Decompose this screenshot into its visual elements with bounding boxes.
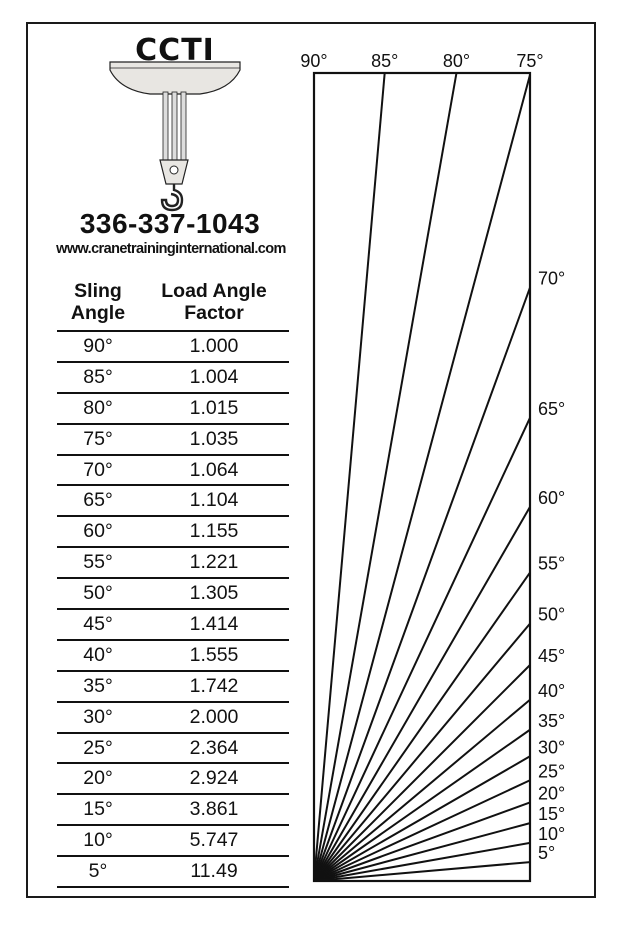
side-angle-label: 55°: [538, 553, 566, 574]
side-angle-label: 25°: [538, 761, 566, 782]
side-angle-label: 10°: [538, 823, 566, 844]
row-load-factor: 2.000: [189, 705, 239, 728]
row-sling-angle: 45°: [83, 612, 113, 635]
angle-ray-75: [314, 75, 530, 881]
row-load-factor: 3.861: [189, 798, 239, 821]
side-angle-label: 45°: [538, 646, 566, 666]
row-sling-angle: 65°: [83, 489, 113, 512]
row-sling-angle: 75°: [83, 427, 113, 450]
row-sling-angle: 85°: [83, 365, 113, 388]
row-sling-angle: 80°: [83, 396, 113, 419]
side-angle-label: 65°: [538, 398, 566, 419]
row-sling-angle: 30°: [83, 705, 113, 728]
side-angle-label: 20°: [538, 783, 566, 804]
row-sling-angle: 20°: [83, 767, 113, 790]
row-load-factor: 1.064: [189, 458, 239, 481]
header-line: Angle: [70, 302, 126, 324]
top-angle-label: 80°: [442, 51, 471, 71]
side-angle-label: 35°: [538, 710, 566, 731]
top-angle-label: 85°: [371, 51, 399, 71]
row-sling-angle: 60°: [83, 520, 113, 543]
row-sling-angle: 90°: [83, 334, 113, 357]
side-angle-label: 30°: [538, 737, 566, 758]
logo-text: CCTI: [135, 33, 215, 68]
row-load-factor: 1.000: [189, 334, 239, 357]
row-load-factor: 2.924: [189, 767, 239, 790]
website-url[interactable]: www.cranetraininginternational.com: [56, 241, 286, 257]
row-sling-angle: 5°: [88, 860, 108, 883]
row-load-factor: 2.364: [189, 736, 239, 759]
row-load-factor: 11.49: [190, 860, 238, 883]
row-load-factor: 1.155: [189, 520, 239, 543]
side-angle-label: 40°: [538, 680, 566, 701]
row-load-factor: 1.104: [189, 489, 239, 512]
row-sling-angle: 25°: [83, 736, 113, 759]
row-load-factor: 5.747: [189, 829, 239, 852]
row-load-factor: 1.742: [189, 674, 239, 697]
phone-number: 336-337-1043: [79, 208, 261, 239]
row-load-factor: 1.015: [189, 396, 239, 419]
header-line: Load Angle: [161, 280, 267, 302]
side-angle-label: 60°: [538, 487, 566, 508]
side-angle-label: 15°: [538, 804, 566, 825]
row-load-factor: 1.035: [189, 427, 239, 450]
row-sling-angle: 40°: [83, 643, 113, 666]
row-sling-angle: 10°: [83, 829, 113, 852]
header-line: Sling: [74, 280, 122, 302]
row-load-factor: 1.414: [189, 612, 239, 635]
row-sling-angle: 50°: [83, 582, 113, 605]
angle-ray-85: [314, 73, 385, 881]
top-angle-label: 90°: [300, 51, 328, 71]
row-load-factor: 1.221: [189, 551, 239, 574]
header-line: Factor: [184, 302, 244, 324]
row-load-factor: 1.305: [189, 582, 239, 605]
row-load-factor: 1.004: [189, 365, 239, 388]
row-sling-angle: 35°: [83, 674, 113, 697]
angle-ray-65: [314, 418, 530, 881]
row-sling-angle: 15°: [83, 798, 113, 821]
side-angle-label: 5°: [538, 843, 556, 864]
row-sling-angle: 55°: [83, 551, 113, 574]
top-angle-label: 75°: [516, 51, 544, 71]
row-load-factor: 1.555: [189, 643, 239, 666]
angle-ray-70: [314, 288, 530, 881]
side-angle-label: 50°: [538, 604, 566, 625]
side-angle-label: 70°: [538, 268, 566, 289]
row-sling-angle: 70°: [83, 458, 113, 481]
